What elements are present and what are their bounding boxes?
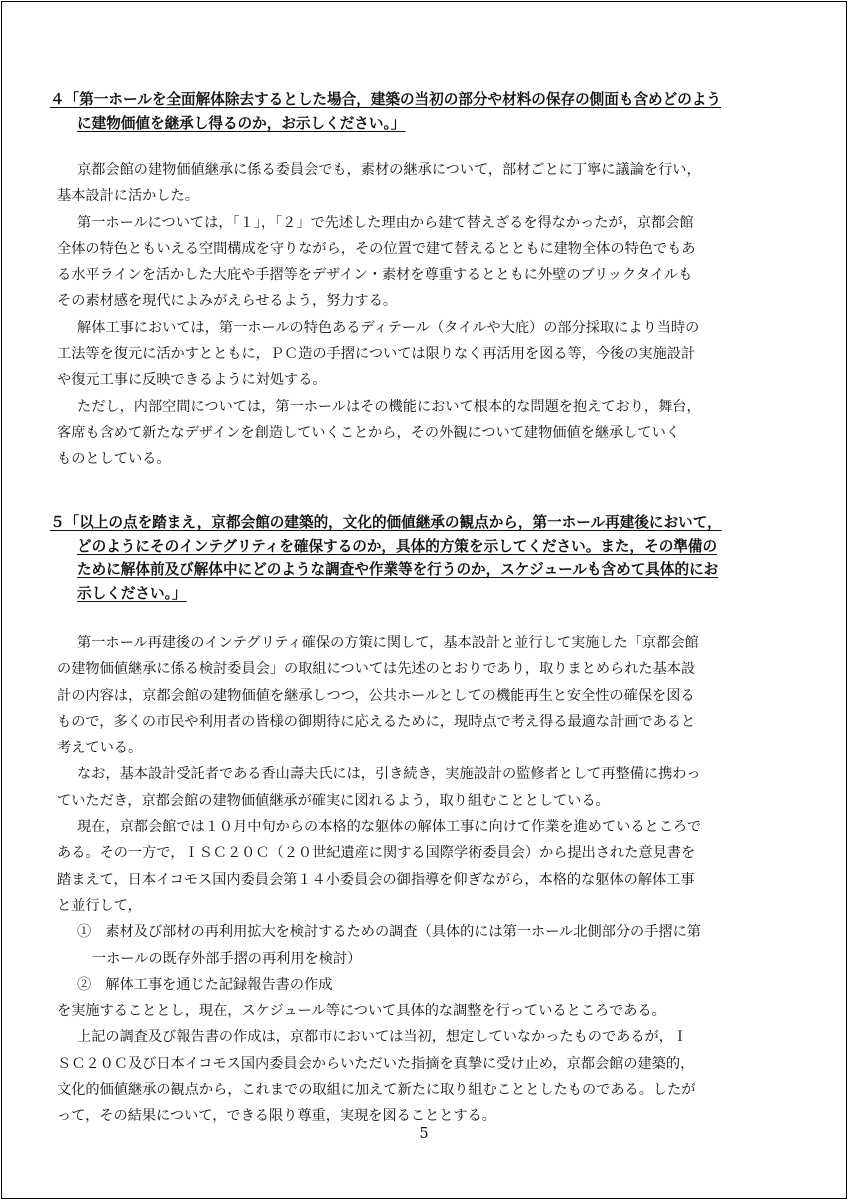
answer-5 [54,630,794,1130]
answer-line: って，その結果について，できる限り尊重，実現を図ることとする。 [57,1108,496,1125]
question-line: ４「第一ホールを全面解体除去するとした場合，建築の当初の部分や材料の保存の側面も含めどのよう [50,91,722,108]
answer-line: の建物価値継承に係る検討委員会」の取組については先述のとおりであり，取りまとめられた基本設 [57,661,696,678]
question-5 [50,511,770,605]
answer-line: 工法等を復元に活かすとともに，ＰＣ造の手摺については限りなく再活用を図る等，今後の実施設計 [57,346,696,363]
answer-line: 解体工事においては，第一ホールの特色あるディテール（タイルや大庇）の部分採取により当時の [77,319,700,336]
answer-line: や復元工事に反映できるように対処する。 [57,372,327,389]
question-line: ために解体前及び解体中にどのような調査や作業等を行うのか，スケジュールも含めて具体的にお [77,561,719,578]
answer-line: 第一ホール再建後のインテグリティ確保の方策に関して，基本設計と並行して実施した「京都会館 [77,635,699,651]
answer-line: なお，基本設計受託者である香山壽夫氏には，引き続き，実施設計の監修者として再整備に携わっ [77,766,701,783]
answer-line: 踏まえて，日本イコモス国内委員会第１４小委員会の御指導を仰ぎながら，本格的な躯体の解体工事 [57,871,695,888]
question-line: 示しください。」 [77,584,187,602]
list-item: ① 素材及び部材の再利用拡大を検討するための調査（具体的には第一ホール北側部分の手摺に第 [77,924,701,941]
page-number: 5 [419,1126,429,1142]
answer-line: ある。その一方で，ＩＳＣ２０Ｃ（２０世紀遺産に関する国際学術委員会）から提出された意見書を [57,845,696,862]
answer-line: 上記の調査及び報告書の作成は，京都市においては当初，想定していなかったものであるが，Ｉ [77,1029,688,1046]
answer-4 [54,157,794,473]
list-item: 一ホールの既存外部手摺の再利用を検討） [92,950,362,967]
answer-line: その素材感を現代によみがえらせるよう，努力する。 [57,293,398,310]
answer-line: 全体の特色ともいえる空間構成を守りながら，その位置で建て替えるとともに建物全体の特色でもあ [57,240,696,257]
answer-line: ＳＣ２０Ｃ及び日本イコモス国内委員会からいただいた指摘を真摯に受け止め，京都会館の建築的， [57,1055,695,1072]
answer-line: ものとしている。 [57,451,171,468]
question-line: ５「以上の点を踏まえ，京都会館の建築的，文化的価値継承の観点から，第一ホール再建後において， [50,514,722,531]
answer-line: ていただき，京都会館の建物価値継承が確実に図れるよう，取り組むこととしている。 [57,792,610,809]
answer-line: 文化的価値継承の観点から，これまでの取組に加えて新たに取り組むこととしたものである。したが [57,1082,696,1099]
answer-line: もので，多くの市民や利用者の皆様の御期待に応えるために，現時点で考え得る最適な計画であると [57,713,696,730]
question-line: に建物価値を継承し得るのか，お示しください。」 [77,114,406,132]
answer-line: 第一ホールについては，「１」，「２」で先述した理由から建て替えざるを得なかったが，京都会館 [77,214,694,231]
answer-line: 計の内容は，京都会館の建物価値を継承しつつ，公共ホールとしての機能再生と安全性の確保を図る [57,687,695,704]
answer-line: 現在，京都会館では１０月中旬からの本格的な躯体の解体工事に向けて作業を進めているところで [77,819,702,836]
answer-line: る水平ラインを活かした大庇や手摺等をデザイン・素材を尊重するとともに外壁のブリックタイルも [57,267,693,284]
answer-line: ただし，内部空間については，第一ホールはその機能において根本的な問題を抱えており，舞台， [77,398,701,415]
question-line: どのようにそのインテグリティを確保するのか，具体的方策を示してください。また，その準備の [77,537,718,555]
answer-line: と並行して， [57,897,142,914]
answer-line: 京都会館の建物価値継承に係る委員会でも，素材の継承について，部材ごとに丁寧に議論を行い， [77,162,701,178]
answer-line: 基本設計に活かした。 [57,188,199,205]
answer-line: 客席も含めて新たなデザインを創造していくことから，その外観について建物価値を継承していく [57,424,680,441]
document-page [1,1,847,1199]
list-item: ② 解体工事を通じた記録報告書の作成 [77,976,333,993]
answer-line: を実施することとし，現在，スケジュール等について具体的な調整を行っているところである。 [57,1003,666,1020]
question-4 [50,88,770,135]
answer-line: 考えている。 [57,740,143,757]
